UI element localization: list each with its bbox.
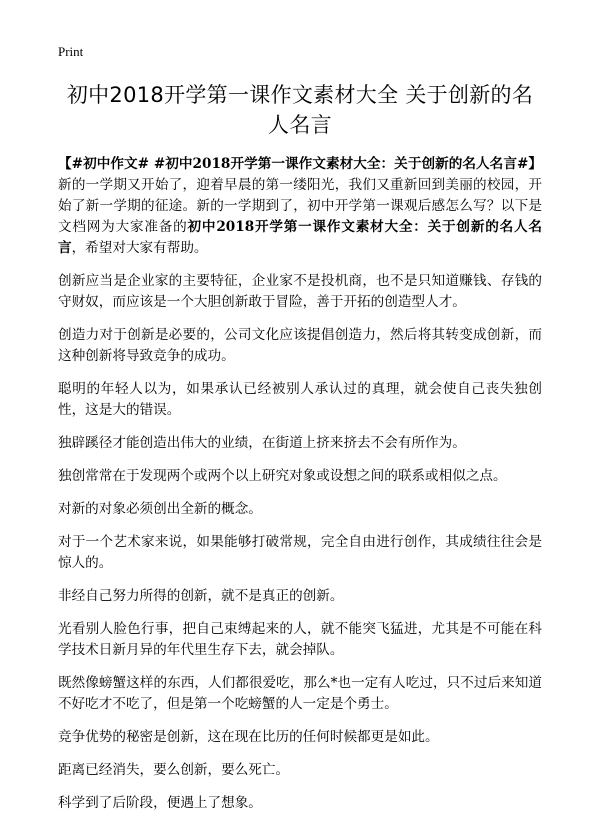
quote-paragraph: 创造力对于创新是必要的，公司文化应该提倡创造力，然后将其转变成创新，而这种创新将导致竞争的成功。 <box>58 327 542 364</box>
quote-paragraph: 对于一个艺术家来说，如果能够打破常规，完全自由进行创作，其成绩往往会是惊人的。 <box>58 534 542 571</box>
quote-paragraph: 聪明的年轻人以为，如果承认已经被别人承认过的真理，就会使自己丧失独创性，这是大的错误。 <box>58 381 542 418</box>
article-title: 初中2018开学第一课作文素材大全 关于创新的名人名言 <box>66 83 534 137</box>
print-label: Print <box>58 44 84 59</box>
article-intro <box>58 154 542 259</box>
intro-tag: 【#初中作文# #初中2018开学第一课作文素材大全：关于创新的名人名言#】 <box>58 156 542 172</box>
quote-paragraph: 距离已经消失，要么创新，要么死亡。 <box>58 762 290 778</box>
quote-paragraph: 创新应当是企业家的主要特征，企业家不是投机商，也不是只知道赚钱、存钱的守财奴，而应该是一个大胆创新敢于冒险，善于开拓的创造型人才。 <box>58 273 542 310</box>
quote-paragraph: 竞争优势的秘密是创新，这在现在比历的任何时候都更是如此。 <box>58 729 439 745</box>
quote-paragraph: 科学到了后阶段，便遇上了想象。 <box>58 795 262 811</box>
quote-paragraph: 非经自己努力所得的创新，就不是真正的创新。 <box>58 588 344 604</box>
intro-highlight: 初中2018开学第一课作文素材大全：关于创新的名人名言 <box>58 219 542 256</box>
intro-text-1: 新的一学期又开始了，迎着早晨的第一缕阳光，我们又重新回到美丽的校园，开始了新一学期的征途。新的一学期到了，初中开学第一课观后感怎么写？以下是文档网为大家准备的 <box>58 177 542 235</box>
quote-paragraph: 独辟蹊径才能创造出伟大的业绩，在街道上挤来挤去不会有所作为。 <box>58 435 466 451</box>
quote-paragraph: 对新的对象必须创出全新的概念。 <box>58 501 262 517</box>
intro-text-2: ，希望对大家有帮助。 <box>71 240 208 256</box>
quote-paragraph: 既然像螃蟹这样的东西，人们都很爱吃，那么*也一定有人吃过，只不过后来知道不好吃才不吃了，但是第一个吃螃蟹的人一定是个勇士。 <box>58 675 542 712</box>
quote-paragraph: 光看别人脸色行事，把自己束缚起来的人，就不能突飞猛进，尤其是不可能在科学技术日新月异的年代里生存下去，就会掉队。 <box>58 621 542 658</box>
quote-paragraph: 独创常常在于发现两个或两个以上研究对象或设想之间的联系或相似之点。 <box>58 468 507 484</box>
